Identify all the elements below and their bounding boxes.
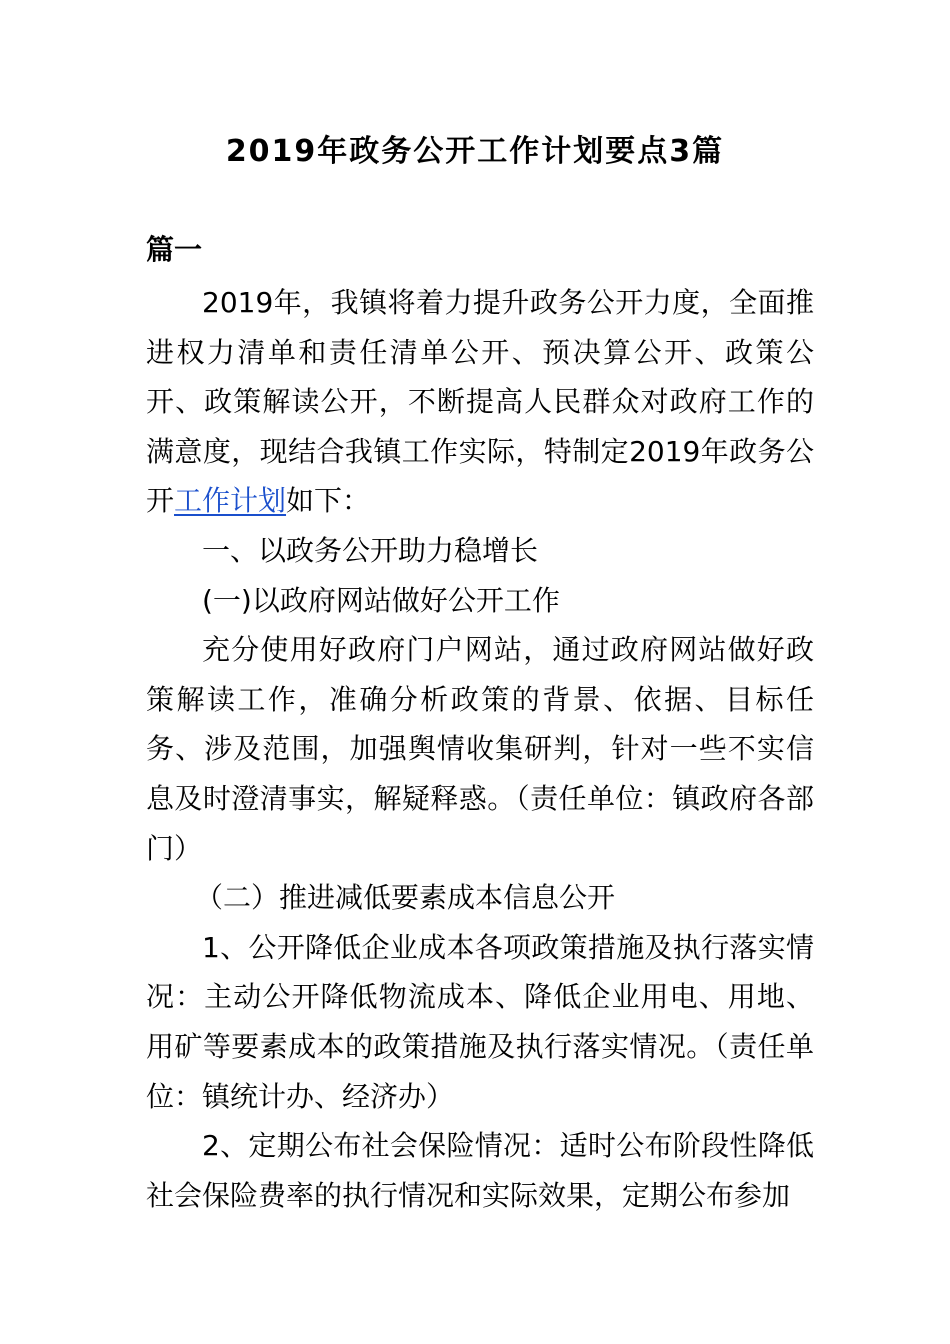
paragraph-cost-policy: 1、公开降低企业成本各项政策措施及执行落实情况：主动公开降低物流成本、降低企业用电、用地、用矿等要素成本的政策措施及执行落实情况。（责任单位：镇统计办、经济办） — [146, 930, 814, 1113]
document-body — [146, 278, 814, 1220]
work-plan-link[interactable]: 工作计划 — [174, 484, 287, 518]
heading-one: 一、以政务公开助力稳增长 — [202, 533, 539, 567]
intro-text-end: 如下： — [286, 484, 371, 518]
section-heading: 篇一 — [146, 233, 203, 266]
subheading-one: (一)以政府网站做好公开工作 — [202, 583, 560, 617]
intro-paragraph — [146, 278, 814, 526]
paragraph-website: 充分使用好政府门户网站，通过政府网站做好政策解读工作，准确分析政策的背景、依据、目标任务、涉及范围，加强舆情收集研判，针对一些不实信息及时澄清事实，解疑释惑。（责任单位：镇政府各部门） — [146, 633, 814, 865]
paragraph-social-insurance: 2、定期公布社会保险情况：适时公布阶段性降低社会保险费率的执行情况和实际效果，定期公布参加 — [146, 1129, 814, 1212]
intro-text: 2019年，我镇将着力提升政务公开力度，全面推进权力清单和责任清单公开、预决算公开、政策公开、政策解读公开，不断提高人民群众对政府工作的满意度，现结合我镇工作实际，特制定2019年政务公开 — [146, 286, 814, 518]
document-title: 2019年政务公开工作计划要点3篇 — [225, 134, 725, 169]
subheading-two: （二）推进减低要素成本信息公开 — [195, 881, 616, 915]
